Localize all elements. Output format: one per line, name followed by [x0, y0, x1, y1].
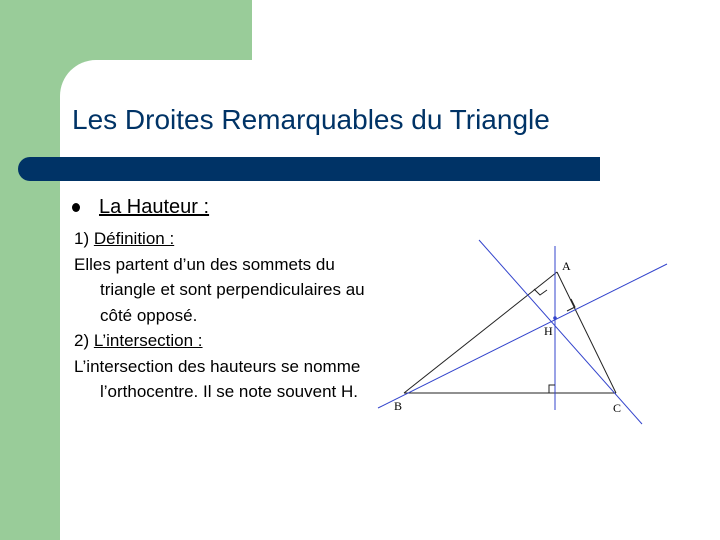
triangle-altitudes-figure: [374, 236, 674, 436]
slide-title: Les Droites Remarquables du Triangle: [72, 104, 550, 135]
definition-heading-line: [74, 226, 374, 252]
intersection-heading: L’intersection :: [93, 331, 203, 350]
altitude-from-B: [378, 264, 667, 408]
orthocenter-point: [553, 316, 557, 320]
intersection-text: L’intersection des hauteurs se nomme l’orthocentre. Il se note souvent H.: [74, 356, 361, 401]
intersection-heading-line: [74, 328, 374, 354]
definition-number: 1): [74, 229, 90, 248]
right-angle-marker-AB: [534, 289, 547, 295]
side-AB: [404, 272, 557, 393]
intersection-number: 2): [74, 331, 90, 350]
right-angle-marker-BC: [549, 385, 555, 393]
label-C: C: [613, 401, 622, 415]
bullet-icon: [72, 203, 80, 212]
label-A: A: [562, 259, 571, 273]
title-underline-bar: [18, 157, 600, 181]
label-H: H: [544, 324, 553, 338]
altitude-from-C: [479, 240, 642, 424]
definition-heading: Définition :: [93, 229, 175, 248]
slide-body: [74, 226, 374, 405]
bullet-text: La Hauteur :: [99, 195, 210, 218]
label-B: B: [394, 399, 403, 413]
bullet-item: [72, 194, 209, 220]
definition-text: Elles partent d’un des sommets du triangle et sont perpendiculaires au côté opposé.: [74, 254, 365, 325]
side-AC: [557, 272, 616, 393]
